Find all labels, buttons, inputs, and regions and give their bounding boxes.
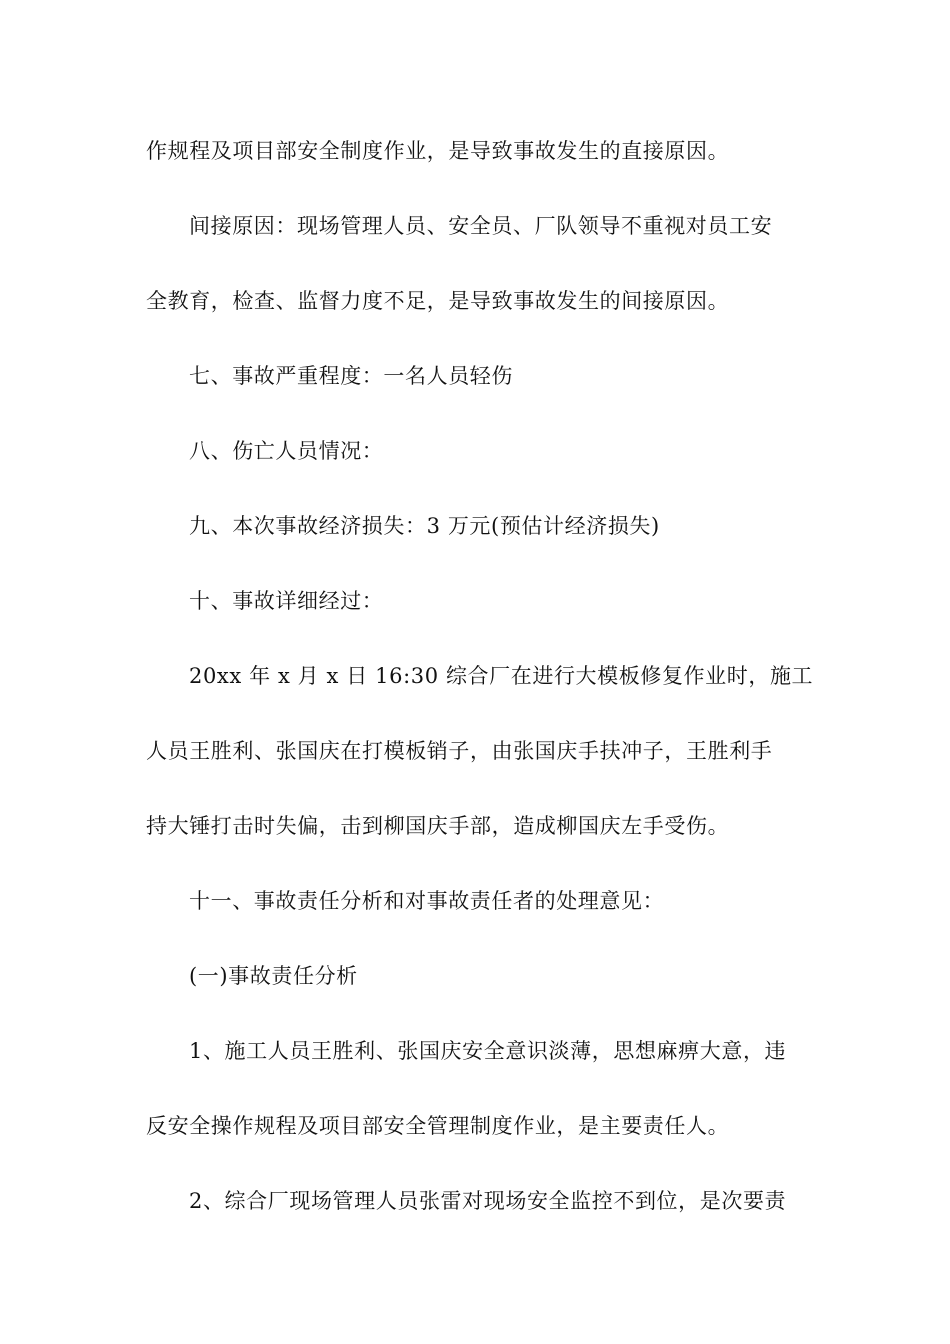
section-heading: 九、本次事故经济损失：3 万元(预估计经济损失)	[189, 514, 660, 538]
text-line: 20xx 年 x 月 x 日 16:30 综合厂在进行大模板修复作业时，施工	[189, 664, 814, 688]
text-line: 反安全操作规程及项目部安全管理制度作业，是主要责任人。	[146, 1114, 730, 1138]
section-heading: 十一、事故责任分析和对事故责任者的处理意见：	[189, 889, 665, 913]
text-line: 人员王胜利、张国庆在打模板销子，由张国庆手扶冲子，王胜利手	[146, 739, 773, 763]
text-line: 1、施工人员王胜利、张国庆安全意识淡薄，思想麻痹大意，违	[189, 1039, 787, 1063]
subsection-heading: (一)事故责任分析	[189, 964, 358, 988]
section-heading: 十、事故详细经过：	[189, 589, 384, 613]
text-line: 持大锤打击时失偏，击到柳国庆手部，造成柳国庆左手受伤。	[146, 814, 730, 838]
text-line: 2、综合厂现场管理人员张雷对现场安全监控不到位，是次要责	[189, 1189, 787, 1213]
section-heading: 七、事故严重程度：一名人员轻伤	[189, 364, 513, 388]
text-line: 间接原因：现场管理人员、安全员、厂队领导不重视对员工安	[189, 214, 773, 238]
section-heading: 八、伤亡人员情况：	[189, 439, 384, 463]
text-line: 作规程及项目部安全制度作业，是导致事故发生的直接原因。	[146, 139, 730, 163]
text-line: 全教育，检查、监督力度不足，是导致事故发生的间接原因。	[146, 289, 730, 313]
